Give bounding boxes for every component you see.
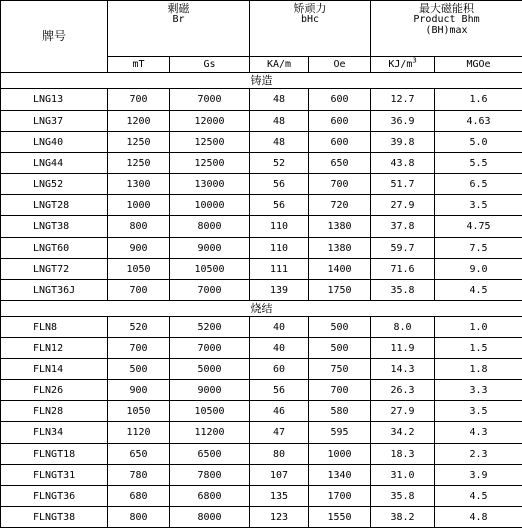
section-title: 铸造 bbox=[1, 73, 522, 89]
bhc-kam-cell: 52 bbox=[250, 153, 309, 174]
bhc-kam-cell: 56 bbox=[250, 195, 309, 216]
br-gs-cell: 9000 bbox=[170, 380, 250, 401]
grade-cell: FLN34 bbox=[1, 422, 108, 444]
bhmax-mgoe-cell: 3.3 bbox=[435, 380, 522, 401]
br-gs-cell: 10500 bbox=[170, 401, 250, 422]
bhc-kam-cell: 56 bbox=[250, 380, 309, 401]
grade-cell: FLN8 bbox=[1, 317, 108, 338]
br-gs-cell: 11200 bbox=[170, 422, 250, 444]
table-row bbox=[1, 444, 522, 465]
br-mt-cell: 1200 bbox=[108, 111, 170, 132]
bhmax-mgoe-cell: 6.5 bbox=[435, 174, 522, 195]
bhc-kam-cell: 123 bbox=[250, 507, 309, 528]
bhc-kam-cell: 111 bbox=[250, 259, 309, 280]
br-mt-cell: 650 bbox=[108, 444, 170, 465]
br-mt-cell: 800 bbox=[108, 507, 170, 528]
bhc-kam-cell: 46 bbox=[250, 401, 309, 422]
bhmax-kj-cell: 71.6 bbox=[371, 259, 435, 280]
grade-cell: LNG13 bbox=[1, 89, 108, 111]
grade-cell: LNGT28 bbox=[1, 195, 108, 216]
br-mt-cell: 900 bbox=[108, 380, 170, 401]
br-gs-cell: 12500 bbox=[170, 153, 250, 174]
unit-mgoe: MGOe bbox=[435, 57, 522, 73]
bhc-oe-cell: 700 bbox=[309, 174, 371, 195]
bhmax-kj-cell: 14.3 bbox=[371, 359, 435, 380]
bhc-oe-cell: 1750 bbox=[309, 280, 371, 301]
grade-cell: FLNGT38 bbox=[1, 507, 108, 528]
grade-cell: LNGT60 bbox=[1, 238, 108, 259]
bhmax-kj-cell: 36.9 bbox=[371, 111, 435, 132]
br-mt-cell: 700 bbox=[108, 338, 170, 359]
br-mt-cell: 700 bbox=[108, 89, 170, 111]
bhmax-mgoe-cell: 2.3 bbox=[435, 444, 522, 465]
bhmax-kj-cell: 12.7 bbox=[371, 89, 435, 111]
br-mt-cell: 1250 bbox=[108, 132, 170, 153]
bhc-kam-cell: 40 bbox=[250, 317, 309, 338]
bhc-kam-cell: 48 bbox=[250, 111, 309, 132]
section-row bbox=[1, 301, 522, 317]
grade-header: 牌号 bbox=[1, 1, 108, 73]
grade-cell: LNGT36J bbox=[1, 280, 108, 301]
grade-cell: FLNGT36 bbox=[1, 486, 108, 507]
bhmax-kj-cell: 27.9 bbox=[371, 195, 435, 216]
br-mt-cell: 500 bbox=[108, 359, 170, 380]
coercivity-title: 矫顽力 bbox=[250, 3, 370, 14]
bhmax-kj-cell: 26.3 bbox=[371, 380, 435, 401]
bhmax-mgoe-cell: 1.6 bbox=[435, 89, 522, 111]
grade-cell: FLNGT31 bbox=[1, 465, 108, 486]
bhmax-kj-cell: 11.9 bbox=[371, 338, 435, 359]
bhmax-kj-cell: 38.2 bbox=[371, 507, 435, 528]
table-row bbox=[1, 153, 522, 174]
br-gs-cell: 13000 bbox=[170, 174, 250, 195]
section-title: 烧结 bbox=[1, 301, 522, 317]
bhmax-mgoe-cell: 4.3 bbox=[435, 422, 522, 444]
bhc-kam-cell: 48 bbox=[250, 89, 309, 111]
section-row bbox=[1, 73, 522, 89]
bhc-oe-cell: 1380 bbox=[309, 216, 371, 238]
bhmax-mgoe-cell: 1.0 bbox=[435, 317, 522, 338]
bhmax-mgoe-cell: 5.0 bbox=[435, 132, 522, 153]
bhmax-kj-cell: 35.8 bbox=[371, 486, 435, 507]
table-row bbox=[1, 280, 522, 301]
grade-cell: FLN14 bbox=[1, 359, 108, 380]
table-row bbox=[1, 380, 522, 401]
grade-cell: FLNGT18 bbox=[1, 444, 108, 465]
grade-cell: LNG40 bbox=[1, 132, 108, 153]
unit-kjm3-exponent: 3 bbox=[412, 57, 416, 65]
bhmax-kj-cell: 8.0 bbox=[371, 317, 435, 338]
br-gs-cell: 9000 bbox=[170, 238, 250, 259]
grade-cell: FLN26 bbox=[1, 380, 108, 401]
table-row bbox=[1, 507, 522, 528]
bhmax-mgoe-cell: 3.9 bbox=[435, 465, 522, 486]
table-row bbox=[1, 465, 522, 486]
table-row bbox=[1, 216, 522, 238]
bhmax-kj-cell: 39.8 bbox=[371, 132, 435, 153]
grade-cell: LNG52 bbox=[1, 174, 108, 195]
bhc-kam-cell: 60 bbox=[250, 359, 309, 380]
bhmax-kj-cell: 31.0 bbox=[371, 465, 435, 486]
bhmax-kj-cell: 35.8 bbox=[371, 280, 435, 301]
bhmax-kj-cell: 37.8 bbox=[371, 216, 435, 238]
br-mt-cell: 700 bbox=[108, 280, 170, 301]
br-gs-cell: 12500 bbox=[170, 132, 250, 153]
grade-cell: FLN12 bbox=[1, 338, 108, 359]
bhc-kam-cell: 56 bbox=[250, 174, 309, 195]
unit-oe: Oe bbox=[309, 57, 371, 73]
bhc-oe-cell: 650 bbox=[309, 153, 371, 174]
bhmax-mgoe-cell: 4.8 bbox=[435, 507, 522, 528]
bhc-kam-cell: 139 bbox=[250, 280, 309, 301]
bhmax-mgoe-cell: 4.63 bbox=[435, 111, 522, 132]
table-row bbox=[1, 259, 522, 280]
bhc-oe-cell: 500 bbox=[309, 317, 371, 338]
br-mt-cell: 1300 bbox=[108, 174, 170, 195]
br-mt-cell: 800 bbox=[108, 216, 170, 238]
table-row bbox=[1, 195, 522, 216]
bhc-oe-cell: 580 bbox=[309, 401, 371, 422]
bhc-oe-cell: 600 bbox=[309, 89, 371, 111]
energy-product-english: Product Bhm bbox=[371, 14, 522, 25]
bhc-oe-cell: 1700 bbox=[309, 486, 371, 507]
bhc-kam-cell: 47 bbox=[250, 422, 309, 444]
br-mt-cell: 1250 bbox=[108, 153, 170, 174]
bhc-oe-cell: 500 bbox=[309, 338, 371, 359]
bhmax-mgoe-cell: 4.5 bbox=[435, 280, 522, 301]
br-gs-cell: 5200 bbox=[170, 317, 250, 338]
bhmax-mgoe-cell: 7.5 bbox=[435, 238, 522, 259]
remanence-header bbox=[108, 1, 250, 57]
bhmax-kj-cell: 34.2 bbox=[371, 422, 435, 444]
bhc-oe-cell: 700 bbox=[309, 380, 371, 401]
br-gs-cell: 6800 bbox=[170, 486, 250, 507]
energy-product-title: 最大磁能积 bbox=[371, 3, 522, 14]
grade-cell: LNG37 bbox=[1, 111, 108, 132]
table-row bbox=[1, 338, 522, 359]
bhmax-mgoe-cell: 5.5 bbox=[435, 153, 522, 174]
energy-product-symbol: (BH)max bbox=[371, 25, 522, 36]
bhc-oe-cell: 1550 bbox=[309, 507, 371, 528]
table-row bbox=[1, 174, 522, 195]
br-gs-cell: 8000 bbox=[170, 507, 250, 528]
coercivity-header bbox=[250, 1, 371, 57]
bhc-oe-cell: 1400 bbox=[309, 259, 371, 280]
grade-cell: FLN28 bbox=[1, 401, 108, 422]
bhc-oe-cell: 1380 bbox=[309, 238, 371, 259]
bhmax-kj-cell: 59.7 bbox=[371, 238, 435, 259]
br-gs-cell: 7800 bbox=[170, 465, 250, 486]
unit-kam: KA/m bbox=[250, 57, 309, 73]
br-mt-cell: 1050 bbox=[108, 259, 170, 280]
bhmax-kj-cell: 43.8 bbox=[371, 153, 435, 174]
bhc-oe-cell: 595 bbox=[309, 422, 371, 444]
br-gs-cell: 12000 bbox=[170, 111, 250, 132]
bhc-kam-cell: 40 bbox=[250, 338, 309, 359]
remanence-title: 剩磁 bbox=[108, 3, 249, 14]
br-mt-cell: 1120 bbox=[108, 422, 170, 444]
table-row bbox=[1, 89, 522, 111]
table-body bbox=[1, 73, 522, 528]
bhc-oe-cell: 1340 bbox=[309, 465, 371, 486]
bhc-oe-cell: 720 bbox=[309, 195, 371, 216]
bhc-kam-cell: 107 bbox=[250, 465, 309, 486]
table-row bbox=[1, 111, 522, 132]
bhmax-mgoe-cell: 3.5 bbox=[435, 401, 522, 422]
header-row-main bbox=[1, 1, 522, 57]
grade-cell: LNGT72 bbox=[1, 259, 108, 280]
br-mt-cell: 900 bbox=[108, 238, 170, 259]
table-row bbox=[1, 422, 522, 444]
coercivity-symbol: bHc bbox=[250, 14, 370, 25]
bhmax-mgoe-cell: 9.0 bbox=[435, 259, 522, 280]
br-gs-cell: 6500 bbox=[170, 444, 250, 465]
bhmax-kj-cell: 18.3 bbox=[371, 444, 435, 465]
bhc-oe-cell: 600 bbox=[309, 132, 371, 153]
unit-gs: Gs bbox=[170, 57, 250, 73]
bhmax-mgoe-cell: 3.5 bbox=[435, 195, 522, 216]
br-gs-cell: 10000 bbox=[170, 195, 250, 216]
bhmax-kj-cell: 51.7 bbox=[371, 174, 435, 195]
unit-kjm3 bbox=[371, 57, 435, 73]
grade-cell: LNGT38 bbox=[1, 216, 108, 238]
bhc-kam-cell: 135 bbox=[250, 486, 309, 507]
bhmax-mgoe-cell: 1.5 bbox=[435, 338, 522, 359]
bhmax-mgoe-cell: 1.8 bbox=[435, 359, 522, 380]
bhmax-mgoe-cell: 4.5 bbox=[435, 486, 522, 507]
unit-mt: mT bbox=[108, 57, 170, 73]
bhc-kam-cell: 80 bbox=[250, 444, 309, 465]
unit-kjm3-base: KJ/m bbox=[388, 59, 412, 70]
bhc-oe-cell: 1000 bbox=[309, 444, 371, 465]
br-gs-cell: 8000 bbox=[170, 216, 250, 238]
br-gs-cell: 7000 bbox=[170, 89, 250, 111]
remanence-symbol: Br bbox=[108, 14, 249, 25]
br-gs-cell: 10500 bbox=[170, 259, 250, 280]
br-gs-cell: 7000 bbox=[170, 338, 250, 359]
br-gs-cell: 7000 bbox=[170, 280, 250, 301]
br-mt-cell: 520 bbox=[108, 317, 170, 338]
table-row bbox=[1, 238, 522, 259]
bhc-kam-cell: 110 bbox=[250, 238, 309, 259]
bhmax-mgoe-cell: 4.75 bbox=[435, 216, 522, 238]
table-row bbox=[1, 132, 522, 153]
table-row bbox=[1, 317, 522, 338]
br-mt-cell: 680 bbox=[108, 486, 170, 507]
grade-cell: LNG44 bbox=[1, 153, 108, 174]
table-row bbox=[1, 486, 522, 507]
br-mt-cell: 1000 bbox=[108, 195, 170, 216]
bhc-oe-cell: 750 bbox=[309, 359, 371, 380]
table-row bbox=[1, 401, 522, 422]
bhmax-kj-cell: 27.9 bbox=[371, 401, 435, 422]
table-row bbox=[1, 359, 522, 380]
energy-product-header bbox=[371, 1, 522, 57]
bhc-oe-cell: 600 bbox=[309, 111, 371, 132]
br-mt-cell: 1050 bbox=[108, 401, 170, 422]
br-mt-cell: 780 bbox=[108, 465, 170, 486]
br-gs-cell: 5000 bbox=[170, 359, 250, 380]
bhc-kam-cell: 48 bbox=[250, 132, 309, 153]
bhc-kam-cell: 110 bbox=[250, 216, 309, 238]
